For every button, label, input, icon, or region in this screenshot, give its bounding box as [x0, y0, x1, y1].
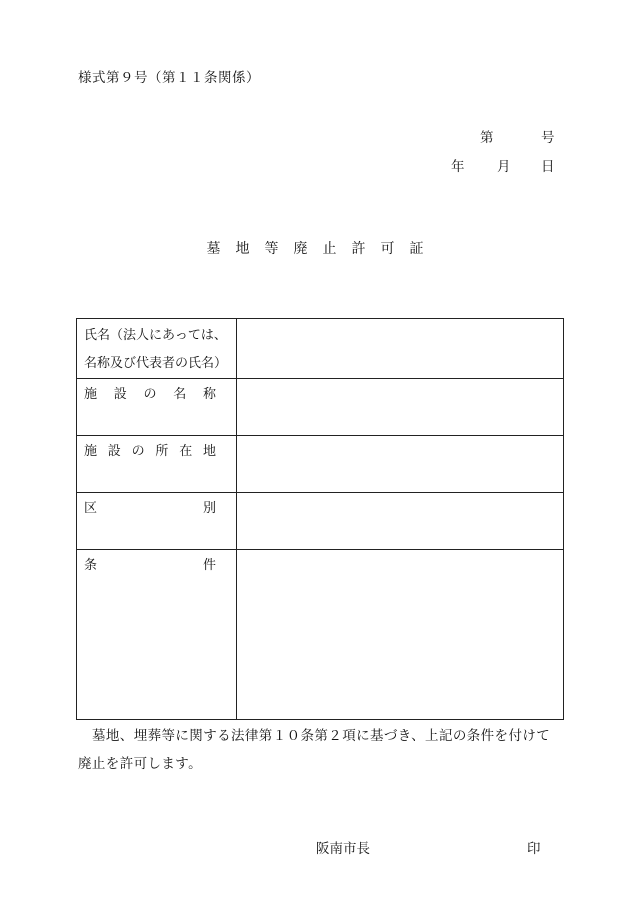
conditions-label-text: [84, 556, 230, 576]
document-number-dai: 第: [480, 130, 494, 146]
applicant-name-label-line1: 氏名（法人にあっては、: [84, 328, 227, 343]
table-row-category: [77, 493, 564, 550]
table-row-facility-location: [77, 436, 564, 493]
permit-form-table: [76, 318, 564, 720]
facility-location-label: [77, 436, 237, 493]
form-number: 様式第９号（第１１条関係）: [78, 70, 260, 86]
label-char: 地: [202, 444, 216, 459]
table-row-conditions: [77, 550, 564, 720]
date-year-label: 年: [451, 159, 465, 175]
label-char: 在: [179, 444, 193, 459]
facility-location-value[interactable]: [237, 436, 564, 493]
facility-name-label-text: [84, 385, 230, 405]
date-month-label: 月: [497, 159, 511, 175]
label-char: 施: [84, 444, 98, 459]
label-char: 設: [107, 444, 121, 459]
label-char: 施: [84, 387, 98, 402]
conditions-label-right: 件: [202, 558, 216, 573]
table-row-applicant: [77, 319, 564, 379]
applicant-name-value[interactable]: [237, 319, 564, 379]
label-char: 称: [202, 387, 216, 402]
conditions-label: [77, 550, 237, 720]
facility-location-label-text: [84, 442, 230, 462]
document-number-go: 号: [541, 130, 555, 146]
label-char: の: [131, 444, 145, 459]
conditions-label-left: 条: [84, 558, 98, 573]
facility-name-label: [77, 379, 237, 436]
category-label: [77, 493, 237, 550]
label-char: 設: [113, 387, 127, 402]
document-title: 墓地等廃止許可証: [206, 241, 439, 257]
category-label-right: 別: [202, 501, 216, 516]
applicant-name-label-line2: 名称及び代表者の氏名）: [84, 356, 228, 371]
conditions-value[interactable]: [237, 550, 564, 720]
label-char: 名: [173, 387, 187, 402]
issuer-name: 阪南市長: [316, 841, 370, 857]
permit-statement: 墓地、埋葬等に関する法律第１０条第２項に基づき、上記の条件を付けて廃止を許可します。: [78, 728, 551, 772]
table-row-facility-name: [77, 379, 564, 436]
facility-name-value[interactable]: [237, 379, 564, 436]
category-label-text: [84, 499, 230, 519]
category-label-left: 区: [84, 501, 98, 516]
category-value[interactable]: [237, 493, 564, 550]
seal-mark: 印: [527, 841, 541, 857]
applicant-name-label: [77, 319, 237, 379]
label-char: の: [143, 387, 157, 402]
label-char: 所: [155, 444, 169, 459]
date-day-label: 日: [541, 159, 555, 175]
